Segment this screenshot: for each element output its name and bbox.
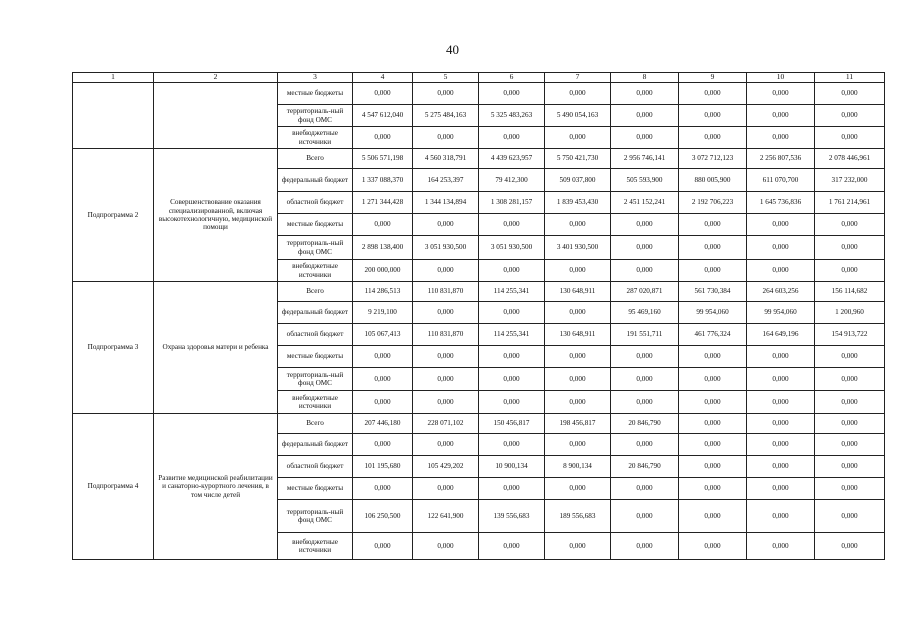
value-cell: 1 308 281,157: [479, 192, 545, 214]
value-cell: 0,000: [815, 414, 885, 434]
value-cell: 2 256 807,536: [747, 149, 815, 169]
funding-source: местные бюджеты: [278, 214, 353, 236]
value-cell: 114 255,341: [479, 282, 545, 302]
value-cell: 5 750 421,730: [545, 149, 611, 169]
value-cell: 0,000: [679, 214, 747, 236]
funding-source: федеральный бюджет: [278, 302, 353, 324]
value-cell: 4 547 612,040: [353, 105, 413, 127]
value-cell: 0,000: [815, 260, 885, 282]
value-cell: 0,000: [679, 260, 747, 282]
value-cell: 9 219,100: [353, 302, 413, 324]
funding-source: территориаль-ный фонд ОМС: [278, 236, 353, 260]
funding-source: территориаль-ный фонд ОМС: [278, 368, 353, 391]
value-cell: 0,000: [413, 533, 479, 560]
value-cell: 110 831,870: [413, 282, 479, 302]
value-cell: 106 250,500: [353, 500, 413, 533]
value-cell: 0,000: [545, 214, 611, 236]
value-cell: 287 020,871: [611, 282, 679, 302]
value-cell: 0,000: [747, 391, 815, 414]
value-cell: 105 429,202: [413, 456, 479, 478]
value-cell: 101 195,680: [353, 456, 413, 478]
value-cell: 0,000: [679, 414, 747, 434]
column-header: 4: [353, 73, 413, 83]
value-cell: 0,000: [413, 127, 479, 149]
value-cell: 3 051 930,500: [479, 236, 545, 260]
value-cell: 264 603,256: [747, 282, 815, 302]
value-cell: 0,000: [353, 368, 413, 391]
value-cell: 0,000: [611, 368, 679, 391]
table-row: [73, 414, 885, 434]
funding-source: местные бюджеты: [278, 346, 353, 368]
funding-source: Всего: [278, 282, 353, 302]
value-cell: 95 469,160: [611, 302, 679, 324]
funding-source: территориаль-ный фонд ОМС: [278, 105, 353, 127]
value-cell: 0,000: [747, 456, 815, 478]
value-cell: 0,000: [413, 83, 479, 105]
value-cell: 0,000: [815, 346, 885, 368]
table-row: [73, 83, 885, 105]
funding-source: Всего: [278, 149, 353, 169]
funding-source: внебюджетные источники: [278, 260, 353, 282]
value-cell: 0,000: [413, 434, 479, 456]
value-cell: 0,000: [815, 456, 885, 478]
subprogram-label: Подпрограмма 2: [73, 149, 154, 282]
value-cell: 505 593,900: [611, 169, 679, 192]
value-cell: 0,000: [353, 214, 413, 236]
value-cell: 880 005,900: [679, 169, 747, 192]
value-cell: 110 831,870: [413, 324, 479, 346]
value-cell: 0,000: [815, 434, 885, 456]
value-cell: 164 649,196: [747, 324, 815, 346]
page-number: 40: [446, 42, 459, 57]
column-header: 8: [611, 73, 679, 83]
value-cell: 228 071,102: [413, 414, 479, 434]
value-cell: 0,000: [545, 368, 611, 391]
subprogram-label: Подпрограмма 4: [73, 414, 154, 560]
funding-source: местные бюджеты: [278, 478, 353, 500]
value-cell: 150 456,817: [479, 414, 545, 434]
value-cell: 105 067,413: [353, 324, 413, 346]
value-cell: 0,000: [747, 236, 815, 260]
value-cell: 0,000: [545, 83, 611, 105]
value-cell: 0,000: [479, 346, 545, 368]
value-cell: 20 846,790: [611, 414, 679, 434]
value-cell: 2 451 152,241: [611, 192, 679, 214]
value-cell: 0,000: [611, 478, 679, 500]
funding-source: федеральный бюджет: [278, 434, 353, 456]
value-cell: 0,000: [479, 214, 545, 236]
value-cell: 10 900,134: [479, 456, 545, 478]
name-cell: [154, 83, 278, 149]
funding-source: областной бюджет: [278, 324, 353, 346]
value-cell: 164 253,397: [413, 169, 479, 192]
value-cell: 0,000: [611, 533, 679, 560]
value-cell: 3 051 930,500: [413, 236, 479, 260]
value-cell: 0,000: [479, 260, 545, 282]
value-cell: 561 730,384: [679, 282, 747, 302]
value-cell: 0,000: [353, 434, 413, 456]
value-cell: 0,000: [611, 391, 679, 414]
value-cell: 0,000: [611, 214, 679, 236]
value-cell: 0,000: [545, 391, 611, 414]
value-cell: 1 761 214,961: [815, 192, 885, 214]
value-cell: 0,000: [353, 127, 413, 149]
header-row: [73, 73, 885, 83]
value-cell: 0,000: [479, 478, 545, 500]
value-cell: 2 192 706,223: [679, 192, 747, 214]
value-cell: 0,000: [747, 368, 815, 391]
funding-source: внебюджетные источники: [278, 127, 353, 149]
funding-source: внебюджетные источники: [278, 533, 353, 560]
value-cell: 4 560 318,791: [413, 149, 479, 169]
value-cell: 0,000: [747, 478, 815, 500]
value-cell: 0,000: [679, 105, 747, 127]
value-cell: 0,000: [679, 533, 747, 560]
value-cell: 0,000: [679, 434, 747, 456]
funding-source: федеральный бюджет: [278, 169, 353, 192]
value-cell: 611 070,700: [747, 169, 815, 192]
value-cell: 0,000: [747, 214, 815, 236]
value-cell: 0,000: [611, 500, 679, 533]
value-cell: 0,000: [679, 368, 747, 391]
value-cell: 0,000: [679, 500, 747, 533]
value-cell: 4 439 623,957: [479, 149, 545, 169]
value-cell: 0,000: [815, 236, 885, 260]
value-cell: 0,000: [747, 260, 815, 282]
value-cell: 5 490 054,163: [545, 105, 611, 127]
column-header: 10: [747, 73, 815, 83]
value-cell: 0,000: [413, 260, 479, 282]
value-cell: 0,000: [545, 260, 611, 282]
value-cell: 0,000: [611, 127, 679, 149]
value-cell: 139 556,683: [479, 500, 545, 533]
value-cell: 130 648,911: [545, 324, 611, 346]
value-cell: 0,000: [413, 478, 479, 500]
value-cell: 2 956 746,141: [611, 149, 679, 169]
value-cell: 20 846,790: [611, 456, 679, 478]
value-cell: 0,000: [679, 236, 747, 260]
value-cell: 0,000: [815, 368, 885, 391]
value-cell: 0,000: [611, 346, 679, 368]
value-cell: 1 271 344,428: [353, 192, 413, 214]
value-cell: 114 286,513: [353, 282, 413, 302]
value-cell: 1 344 134,894: [413, 192, 479, 214]
value-cell: 0,000: [611, 105, 679, 127]
value-cell: 0,000: [479, 127, 545, 149]
funding-source: внебюджетные источники: [278, 391, 353, 414]
value-cell: 0,000: [413, 346, 479, 368]
value-cell: 0,000: [747, 346, 815, 368]
value-cell: 0,000: [413, 302, 479, 324]
column-header: 11: [815, 73, 885, 83]
value-cell: 0,000: [679, 346, 747, 368]
value-cell: 0,000: [611, 83, 679, 105]
subprogram-name: Охрана здоровья матери и ребенка: [154, 282, 278, 414]
value-cell: 461 776,324: [679, 324, 747, 346]
value-cell: 0,000: [679, 127, 747, 149]
value-cell: 0,000: [413, 391, 479, 414]
value-cell: 191 551,711: [611, 324, 679, 346]
table-body: [73, 83, 885, 560]
value-cell: 0,000: [815, 214, 885, 236]
value-cell: 1 839 453,430: [545, 192, 611, 214]
value-cell: 3 072 712,123: [679, 149, 747, 169]
value-cell: 0,000: [611, 260, 679, 282]
value-cell: 207 446,180: [353, 414, 413, 434]
value-cell: 1 200,960: [815, 302, 885, 324]
value-cell: 0,000: [747, 500, 815, 533]
value-cell: 5 325 483,263: [479, 105, 545, 127]
value-cell: 0,000: [815, 533, 885, 560]
value-cell: 154 913,722: [815, 324, 885, 346]
subprogram-name: Развитие медицинской реабилитации и санаторно-курортного лечения, в том числе детей: [154, 414, 278, 560]
value-cell: 0,000: [679, 456, 747, 478]
value-cell: 2 898 138,400: [353, 236, 413, 260]
value-cell: 0,000: [545, 533, 611, 560]
value-cell: 0,000: [353, 533, 413, 560]
budget-table: [72, 72, 885, 560]
table-row: [73, 149, 885, 169]
value-cell: 0,000: [611, 236, 679, 260]
column-header: 2: [154, 73, 278, 83]
funding-source: территориаль-ный фонд ОМС: [278, 500, 353, 533]
value-cell: 0,000: [815, 105, 885, 127]
value-cell: 198 456,817: [545, 414, 611, 434]
value-cell: 0,000: [353, 478, 413, 500]
value-cell: 0,000: [611, 434, 679, 456]
value-cell: 99 954,060: [747, 302, 815, 324]
value-cell: 0,000: [479, 368, 545, 391]
value-cell: 5 275 484,163: [413, 105, 479, 127]
value-cell: 0,000: [479, 83, 545, 105]
table-row: [73, 282, 885, 302]
program-cell: [73, 83, 154, 149]
value-cell: 0,000: [479, 434, 545, 456]
value-cell: 0,000: [413, 368, 479, 391]
value-cell: 8 900,134: [545, 456, 611, 478]
value-cell: 0,000: [413, 214, 479, 236]
value-cell: 0,000: [353, 346, 413, 368]
value-cell: 0,000: [815, 83, 885, 105]
value-cell: 99 954,060: [679, 302, 747, 324]
value-cell: 0,000: [747, 105, 815, 127]
value-cell: 0,000: [479, 302, 545, 324]
value-cell: 79 412,300: [479, 169, 545, 192]
column-header: 5: [413, 73, 479, 83]
value-cell: 189 556,683: [545, 500, 611, 533]
value-cell: 156 114,682: [815, 282, 885, 302]
value-cell: 0,000: [353, 391, 413, 414]
funding-source: областной бюджет: [278, 456, 353, 478]
value-cell: 1 645 736,836: [747, 192, 815, 214]
value-cell: 5 506 571,198: [353, 149, 413, 169]
value-cell: 0,000: [479, 533, 545, 560]
value-cell: 3 401 930,500: [545, 236, 611, 260]
value-cell: 130 648,911: [545, 282, 611, 302]
value-cell: 0,000: [747, 127, 815, 149]
column-header: 3: [278, 73, 353, 83]
value-cell: 317 232,000: [815, 169, 885, 192]
value-cell: 0,000: [545, 127, 611, 149]
value-cell: 0,000: [353, 83, 413, 105]
value-cell: 0,000: [815, 391, 885, 414]
value-cell: 509 037,800: [545, 169, 611, 192]
value-cell: 0,000: [545, 346, 611, 368]
value-cell: 0,000: [479, 391, 545, 414]
subprogram-label: Подпрограмма 3: [73, 282, 154, 414]
value-cell: 200 000,000: [353, 260, 413, 282]
funding-source: областной бюджет: [278, 192, 353, 214]
value-cell: 0,000: [679, 478, 747, 500]
column-header: 7: [545, 73, 611, 83]
value-cell: 0,000: [679, 391, 747, 414]
funding-source: местные бюджеты: [278, 83, 353, 105]
value-cell: 0,000: [747, 434, 815, 456]
value-cell: 0,000: [815, 478, 885, 500]
value-cell: 0,000: [747, 414, 815, 434]
value-cell: 1 337 088,370: [353, 169, 413, 192]
value-cell: 0,000: [747, 533, 815, 560]
value-cell: 122 641,900: [413, 500, 479, 533]
value-cell: 2 078 446,961: [815, 149, 885, 169]
value-cell: 0,000: [545, 478, 611, 500]
subprogram-name: Совершенствование оказания специализированной, включая высокотехнологичную, медицинской помощи: [154, 149, 278, 282]
value-cell: 0,000: [815, 127, 885, 149]
value-cell: 0,000: [545, 434, 611, 456]
value-cell: 0,000: [679, 83, 747, 105]
column-header: 6: [479, 73, 545, 83]
column-header: 9: [679, 73, 747, 83]
funding-source: Всего: [278, 414, 353, 434]
value-cell: 0,000: [747, 83, 815, 105]
value-cell: 0,000: [545, 302, 611, 324]
value-cell: 0,000: [815, 500, 885, 533]
value-cell: 114 255,341: [479, 324, 545, 346]
column-header: 1: [73, 73, 154, 83]
